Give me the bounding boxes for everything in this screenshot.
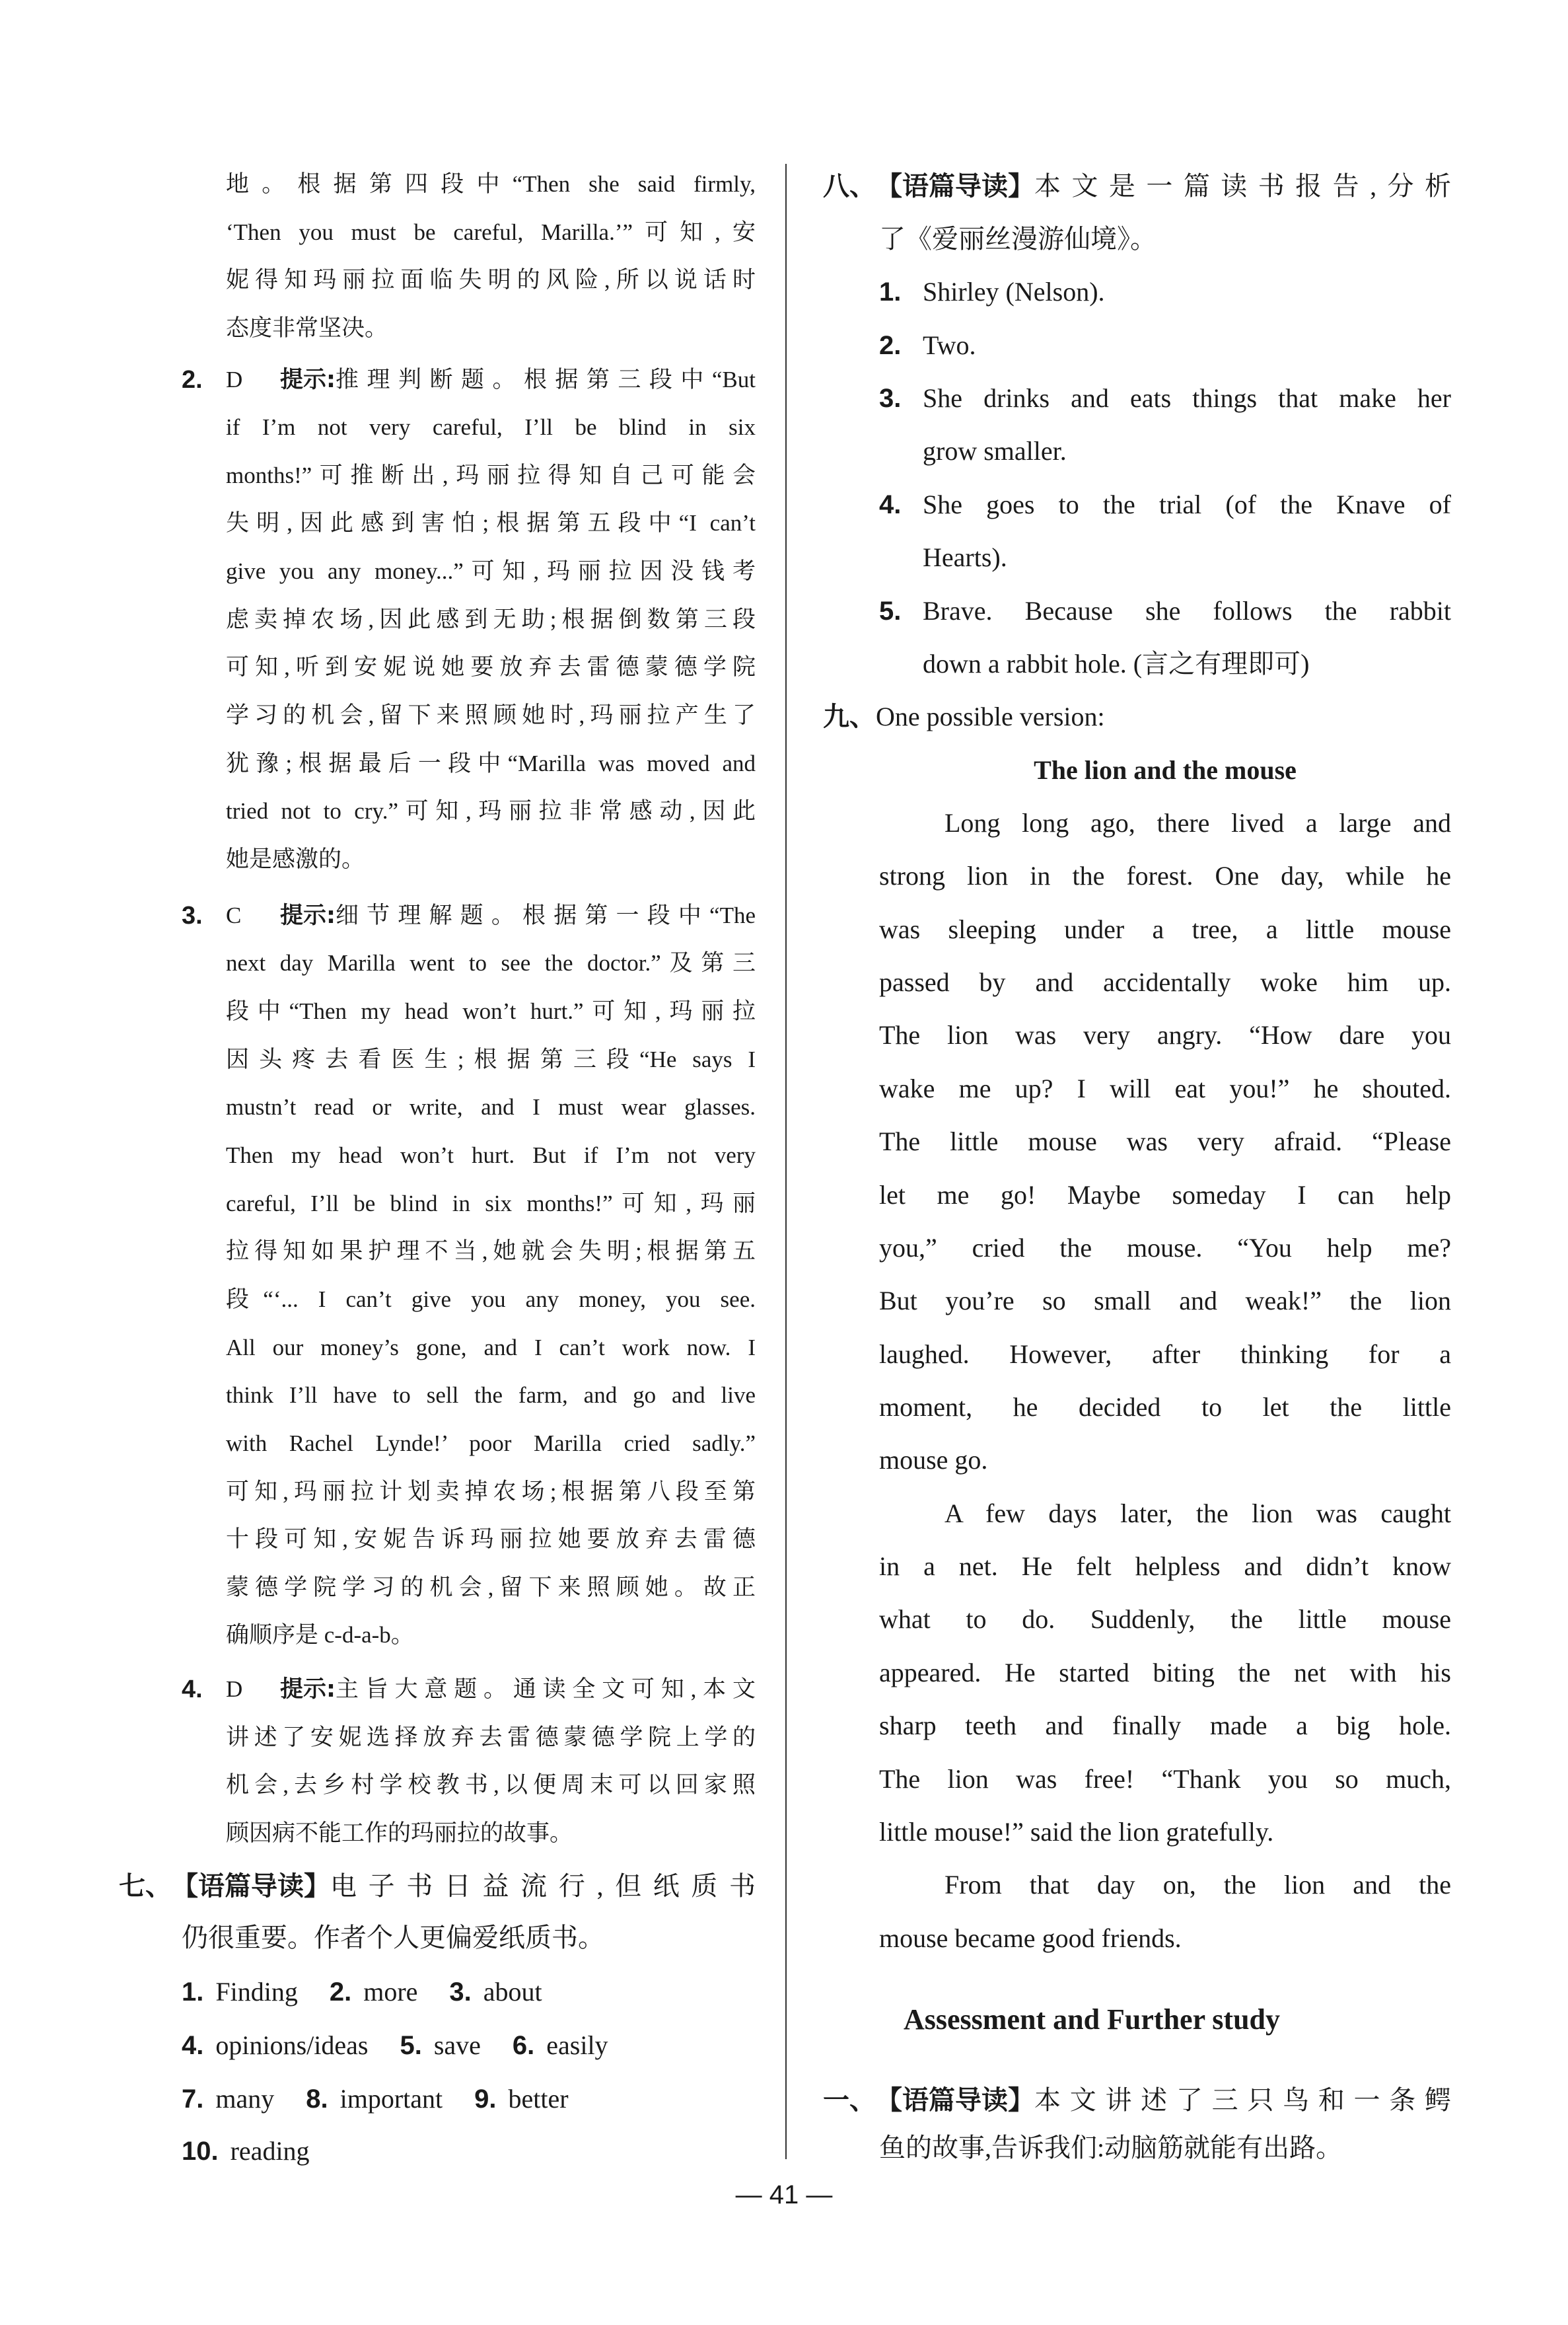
text: mustn’t read or write, and I must wear glasses. xyxy=(226,1094,756,1121)
story-line xyxy=(879,1115,1451,1168)
hint-line xyxy=(226,1759,756,1812)
hint-line xyxy=(226,1321,756,1374)
number-box xyxy=(182,1663,226,1716)
hint-line xyxy=(226,937,756,990)
story-line xyxy=(879,1274,1451,1327)
story-text: you,” cried the mouse. “You help me? xyxy=(879,1232,1451,1263)
text: 讲述了安妮选择放弃去雷德蒙德学院上学的 xyxy=(226,1724,756,1750)
text: ‘Then you must be careful, Marilla.’”可知,安 xyxy=(226,219,756,245)
item-first-line xyxy=(182,353,756,406)
hint-line xyxy=(226,1225,756,1278)
section-number: 一、 xyxy=(823,2085,876,2116)
answer-text: opinions/ideas xyxy=(215,2030,369,2060)
story-text: strong lion in the forest. One day, while he xyxy=(879,861,1451,891)
section1-summary: 鱼的故事,告诉我们:动脑筋就能有出路。 xyxy=(879,2133,1343,2163)
text: 顾因病不能工作的玛丽拉的故事。 xyxy=(226,1820,573,1847)
item-number: 2. xyxy=(182,365,203,394)
story-title xyxy=(879,744,1451,797)
answer-text: save xyxy=(433,2030,481,2060)
story-line xyxy=(944,1487,1451,1540)
story-line xyxy=(879,1699,1451,1752)
section-number: 八、 xyxy=(823,170,876,202)
story-line xyxy=(879,1381,1451,1434)
answer-number: 5. xyxy=(879,596,902,626)
section8-summary: 本文是一篇读书报告,分析 xyxy=(1034,170,1451,201)
story-text: mouse became good friends. xyxy=(879,1923,1182,1953)
text: 可知,玛丽拉计划卖掉农场;根据第八段至第 xyxy=(226,1478,756,1504)
text: 妮得知玛丽拉面临失明的风险,所以说话时 xyxy=(226,267,756,293)
number-box xyxy=(879,372,923,425)
answer-text: reading xyxy=(230,2135,310,2166)
answer-number: 3. xyxy=(879,384,902,414)
hint-line xyxy=(226,1273,756,1326)
hint-text: 主旨大意题。通读全文可知,本文 xyxy=(336,1676,756,1703)
answer-number: 4. xyxy=(182,2030,204,2060)
story-line xyxy=(879,1540,1451,1593)
text: next day Marilla went to see the doctor.”及第三 xyxy=(226,950,756,977)
section8-line xyxy=(879,213,1451,266)
hint-line xyxy=(226,1177,756,1230)
hint-line xyxy=(226,1609,756,1662)
hint-line xyxy=(226,689,756,742)
story-text: A few days later, the lion was caught xyxy=(944,1498,1451,1528)
story-text: let me go! Maybe someday I can help xyxy=(879,1179,1451,1210)
story-line xyxy=(944,797,1451,850)
answer-letter: D xyxy=(226,1676,243,1703)
story-text: The lion was free! “Thank you so much, xyxy=(879,1763,1451,1794)
item-number: 3. xyxy=(182,901,203,930)
text: 机会,去乡村学校教书,以便周末可以回家照 xyxy=(226,1772,756,1798)
text: months!”可推断出,玛丽拉得知自己可能会 xyxy=(226,462,756,488)
story-text: Long long ago, there lived a large and xyxy=(944,807,1451,838)
section1-summary: 本文讲述了三只鸟和一条鳄 xyxy=(1034,2085,1451,2115)
story-text: was sleeping under a tree, a little mouse xyxy=(879,914,1451,944)
hint-line xyxy=(226,1033,756,1086)
story-text: From that day on, the lion and the xyxy=(944,1870,1451,1900)
number-box xyxy=(879,319,923,372)
story-text: what to do. Suddenly, the little mouse xyxy=(879,1604,1451,1635)
answer-text: many xyxy=(215,2083,275,2114)
text: 虑卖掉农场,因此感到无助;根据倒数第三段 xyxy=(226,606,756,632)
hint-line xyxy=(226,1081,756,1134)
section7-answer-row xyxy=(182,2125,310,2178)
text: with Rachel Lynde!’ poor Marilla cried sadly.” xyxy=(226,1430,756,1456)
text: 确顺序是 c-d-a-b。 xyxy=(226,1622,414,1648)
page-number: — 41 — xyxy=(735,2180,833,2209)
hint-line xyxy=(226,737,756,790)
answer-text: Shirley (Nelson). xyxy=(923,277,1105,307)
hint-line xyxy=(226,401,756,454)
answer-number: 10. xyxy=(182,2136,219,2166)
hint-text: 推理判断题。根据第三段中“But xyxy=(336,366,756,392)
number-box xyxy=(182,353,226,406)
hint-line xyxy=(226,593,756,646)
assessment-heading xyxy=(904,1993,1280,2046)
section8-answer-cont xyxy=(923,425,1451,478)
text: if I’m not very careful, I’ll be blind in six xyxy=(226,414,756,441)
hint-line xyxy=(226,1129,756,1182)
text: All our money’s gone, and I can’t work now. I xyxy=(226,1334,756,1360)
hint-label: 提示: xyxy=(280,902,336,929)
reading-guide-tag: 【语篇导读】 xyxy=(876,2085,1034,2116)
answer-number: 8. xyxy=(306,2084,328,2114)
section-number: 九、 xyxy=(823,702,876,733)
story-line xyxy=(879,903,1451,956)
answer-text: Hearts). xyxy=(923,542,1007,573)
answer-text: more xyxy=(363,1976,418,2007)
section7-answer-row xyxy=(182,2019,608,2072)
answer-text: better xyxy=(508,2083,569,2114)
story-text: moment, he decided to let the little xyxy=(879,1392,1451,1422)
answer-letter: D xyxy=(226,366,243,392)
hint-line xyxy=(226,1711,756,1764)
number-box xyxy=(879,478,923,531)
story-line xyxy=(879,1328,1451,1381)
section7-answer-row xyxy=(182,1966,542,2018)
section1-line xyxy=(879,2122,1451,2174)
story-line xyxy=(879,1646,1451,1699)
text: give you any money...”可知,玛丽拉因没钱考 xyxy=(226,558,756,585)
answer-number: 2. xyxy=(329,1977,352,2007)
text: 态度非常坚决。 xyxy=(226,315,388,341)
section8-answer xyxy=(879,372,1451,425)
story-line xyxy=(879,1912,1451,1965)
story-line xyxy=(944,1859,1451,1911)
hint-label: 提示: xyxy=(280,366,336,393)
section9-header xyxy=(823,690,1451,743)
hint-line xyxy=(226,985,756,1038)
answer-text: She drinks and eats things that make her xyxy=(923,383,1451,414)
answer-number: 1. xyxy=(182,1977,204,2007)
hint-line xyxy=(226,1417,756,1470)
hint-line xyxy=(226,1807,756,1860)
text: 段中“Then my head won’t hurt.”可知,玛丽拉 xyxy=(226,998,756,1024)
answer-text: down a rabbit hole. (言之有理即可) xyxy=(923,648,1310,679)
text: think I’ll have to sell the farm, and go and live xyxy=(226,1382,756,1409)
story-line xyxy=(879,1434,1451,1487)
answer-text: easily xyxy=(546,2030,608,2060)
answer-number: 5. xyxy=(400,2030,422,2060)
answer-number: 6. xyxy=(512,2030,535,2060)
item-first-line xyxy=(182,889,756,942)
answer-number: 7. xyxy=(182,2084,204,2114)
text: 学习的机会,留下来照顾她时,玛丽拉产生了 xyxy=(226,702,756,729)
story-text: mouse go. xyxy=(879,1445,988,1475)
text: 她是感激的。 xyxy=(226,846,365,873)
story-line xyxy=(879,1806,1451,1859)
answer-text: important xyxy=(339,2083,443,2114)
text: Then my head won’t hurt. But if I’m not very xyxy=(226,1142,756,1168)
hint-line xyxy=(226,833,756,886)
story-text: in a net. He felt helpless and didn’t know xyxy=(879,1551,1451,1582)
story-title: The lion and the mouse xyxy=(1034,755,1297,785)
answer-text: about xyxy=(483,1976,542,2007)
section8-answer-cont xyxy=(923,638,1451,690)
text: 拉得知如果护理不当,她就会失明;根据第五 xyxy=(226,1238,756,1265)
reading-guide-tag: 【语篇导读】 xyxy=(172,1870,330,1901)
story-line xyxy=(879,1169,1451,1222)
answer-number: 3. xyxy=(449,1977,472,2007)
hint-label: 提示: xyxy=(280,1676,336,1703)
text: 地。根据第四段中“Then she said firmly, xyxy=(226,171,756,198)
text: 了《爱丽丝漫游仙境》。 xyxy=(879,223,1157,254)
q1-explanation-line xyxy=(226,158,756,211)
text: 可知,听到安妮说她要放弃去雷德蒙德学院 xyxy=(226,654,756,681)
answer-text: Two. xyxy=(923,330,976,360)
answer-number: 1. xyxy=(879,277,902,307)
story-text: The lion was very angry. “How dare you xyxy=(879,1020,1451,1051)
hint-line xyxy=(226,545,756,598)
section7-answer-row xyxy=(182,2073,569,2125)
section-number: 七、 xyxy=(119,1870,172,1901)
story-line xyxy=(879,1062,1451,1115)
story-text: wake me up? I will eat you!” he shouted. xyxy=(879,1073,1451,1103)
number-box xyxy=(879,585,923,638)
hint-line xyxy=(226,1465,756,1518)
section1-header xyxy=(823,2074,1451,2127)
text: careful, I’ll be blind in six months!”可知,玛丽 xyxy=(226,1190,756,1216)
answer-text: grow smaller. xyxy=(923,436,1067,466)
story-text: The little mouse was very afraid. “Please xyxy=(879,1126,1451,1157)
section8-answer xyxy=(879,585,1451,638)
q1-explanation-line xyxy=(226,206,756,259)
section8-answer xyxy=(879,478,1451,531)
reading-guide-tag: 【语篇导读】 xyxy=(876,170,1034,202)
story-text: passed by and accidentally woke him up. xyxy=(879,967,1451,998)
number-box xyxy=(182,889,226,942)
section8-answer-cont xyxy=(923,531,1451,584)
number-box xyxy=(879,266,923,318)
section8-answer xyxy=(879,319,1451,372)
hint-line xyxy=(226,497,756,550)
answer-box xyxy=(226,353,280,406)
section7-summary: 仍很重要。作者个人更偏爱纸质书。 xyxy=(182,1923,604,1953)
story-text: sharp teeth and finally made a big hole. xyxy=(879,1711,1451,1741)
q1-explanation-line xyxy=(226,254,756,307)
hint-line xyxy=(226,641,756,694)
hint-line xyxy=(226,1513,756,1566)
section7-summary: 电子书日益流行,但纸质书 xyxy=(330,1870,756,1901)
q1-explanation-line xyxy=(226,302,756,355)
hint-line xyxy=(226,1369,756,1422)
hint-text: 细节理解题。根据第一段中“The xyxy=(336,902,756,928)
story-line xyxy=(879,956,1451,1009)
hint-line xyxy=(226,1561,756,1614)
assessment-heading: Assessment and Further study xyxy=(904,2003,1281,2036)
story-text: But you’re so small and weak!” the lion xyxy=(879,1286,1451,1316)
answer-box xyxy=(226,1663,280,1716)
section7-header xyxy=(119,1860,756,1913)
column-divider xyxy=(785,164,787,2159)
answer-text: Brave. Because she follows the rabbit xyxy=(923,595,1451,626)
section8-answer xyxy=(879,266,1451,318)
text: 犹豫;根据最后一段中“Marilla was moved and xyxy=(226,750,756,776)
answer-letter: C xyxy=(226,902,242,928)
story-text: appeared. He started biting the net with his xyxy=(879,1657,1451,1687)
text: tried not to cry.”可知,玛丽拉非常感动,因此 xyxy=(226,798,756,825)
text: 因头疼去看医生;根据第三段“He says I xyxy=(226,1046,756,1072)
text: 十段可知,安妮告诉玛丽拉她要放弃去雷德 xyxy=(226,1526,756,1553)
hint-line xyxy=(226,449,756,502)
item-first-line xyxy=(182,1663,756,1716)
answer-number: 4. xyxy=(879,490,902,519)
section9-intro: One possible version: xyxy=(876,702,1105,732)
text: 段“‘... I can’t give you any money, you see. xyxy=(226,1286,756,1312)
section7-line xyxy=(182,1911,756,1964)
story-line xyxy=(879,1222,1451,1274)
answer-box xyxy=(226,889,280,942)
story-line xyxy=(879,1593,1451,1646)
story-line xyxy=(879,850,1451,903)
text: 蒙德学院学习的机会,留下来照顾她。故正 xyxy=(226,1574,756,1600)
story-line xyxy=(879,1009,1451,1062)
answer-number: 2. xyxy=(879,330,902,360)
hint-line xyxy=(226,785,756,838)
text: 失明,因此感到害怕;根据第五段中“I can’t xyxy=(226,510,756,536)
section8-header xyxy=(823,160,1451,213)
answer-text: Finding xyxy=(215,1976,298,2007)
item-number: 4. xyxy=(182,1676,203,1704)
story-text: little mouse!” said the lion gratefully. xyxy=(879,1816,1274,1847)
answer-number: 9. xyxy=(474,2084,497,2114)
story-text: laughed. However, after thinking for a xyxy=(879,1339,1451,1369)
story-line xyxy=(879,1753,1451,1806)
answer-text: She goes to the trial (of the Knave of xyxy=(923,489,1451,519)
